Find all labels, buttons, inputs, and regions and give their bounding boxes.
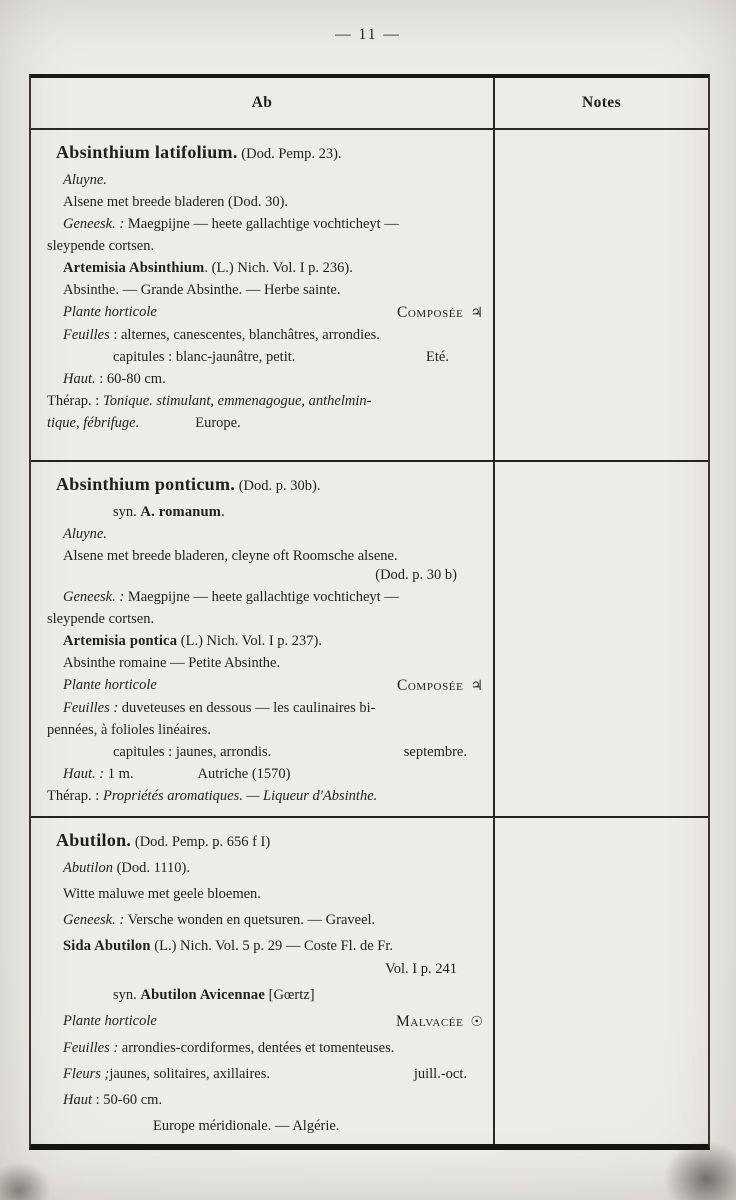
notes-cell xyxy=(495,130,708,460)
entry-line xyxy=(47,786,487,807)
italic-text: Feuilles : xyxy=(63,700,119,716)
entry-line xyxy=(47,858,487,879)
entry-line xyxy=(47,258,487,279)
text: (Dod. Pemp. 23). xyxy=(237,146,342,162)
italic-text: Plante horticole xyxy=(63,304,157,320)
text: juill.-oct. xyxy=(413,1066,467,1082)
italic-text: Plante horticole xyxy=(63,1013,157,1029)
text: syn. xyxy=(113,987,141,1003)
entry-line xyxy=(47,830,487,853)
entry-line xyxy=(47,347,487,368)
text: Eté. xyxy=(426,349,449,365)
text: pennées, à folioles linéaires. xyxy=(47,722,211,738)
annual-symbol: ☉ xyxy=(470,1014,483,1030)
italic-text: Aluyne. xyxy=(63,172,107,188)
entry-content xyxy=(31,462,495,816)
text: [Gœrtz] xyxy=(265,987,315,1003)
entry-line xyxy=(47,1011,487,1033)
entry-abutilon xyxy=(31,816,708,1150)
text: Europe méridionale. — Algérie. xyxy=(153,1118,340,1134)
line-right-text xyxy=(426,347,449,368)
species-heading-text: Abutilon. xyxy=(56,830,132,850)
column-header-ab: Ab xyxy=(31,78,495,128)
entry-line xyxy=(47,653,487,674)
entry-line xyxy=(47,413,487,434)
entry-line xyxy=(47,474,487,497)
line-right-text xyxy=(404,742,467,763)
page-number: — 11 — xyxy=(335,26,401,43)
entry-line xyxy=(47,1064,487,1085)
bold-text: Abutilon Avicennae xyxy=(140,987,265,1003)
text: jaunes, solitaires, axillaires. xyxy=(109,1066,270,1082)
line-right-text xyxy=(397,675,483,697)
text: Thérap. : xyxy=(47,393,103,409)
text: (Dod. p. 30 b) xyxy=(375,567,457,583)
text: Alsene met breede bladeren (Dod. 30). xyxy=(63,194,289,210)
bold-text: Artemisia pontica xyxy=(63,633,178,649)
text: syn. xyxy=(113,504,141,520)
text: (Dod. p. 30b). xyxy=(235,478,321,494)
entry-line xyxy=(47,675,487,697)
italic-text: Geneesk. : xyxy=(63,912,125,928)
text: sleypende cortsen. xyxy=(47,611,155,627)
italic-text: Haut. xyxy=(63,371,96,387)
italic-text: Haut. : xyxy=(63,766,105,782)
entry-line xyxy=(47,325,487,346)
text: 1 m. xyxy=(104,766,134,782)
entry-line xyxy=(47,170,487,191)
italic-text: tique, fébrifuge. xyxy=(47,415,140,431)
text: : alternes, canescentes, blanchâtres, arrondies. xyxy=(109,327,380,343)
text: Absinthe. — Grande Absinthe. — Herbe sainte. xyxy=(63,282,341,298)
notes-cell xyxy=(495,462,708,816)
entry-line xyxy=(47,142,487,165)
entry-line xyxy=(47,236,487,257)
text: Autriche (1570) xyxy=(197,766,291,782)
family-name: Composée xyxy=(396,304,464,321)
entry-line xyxy=(47,884,487,905)
text: Vol. I p. 241 xyxy=(385,961,457,977)
text: (L.) Nich. Vol. I p. 237). xyxy=(177,633,323,649)
text: (Dod. Pemp. p. 656 f I) xyxy=(131,834,271,850)
notes-cell xyxy=(495,818,708,1150)
entry-line xyxy=(47,502,487,523)
text: . (L.) Nich. Vol. I p. 236). xyxy=(204,260,353,276)
entry-line xyxy=(47,720,487,741)
line-right-text xyxy=(397,302,483,324)
entry-line xyxy=(47,985,487,1006)
entry-line xyxy=(47,280,487,301)
text: Absinthe romaine — Petite Absinthe. xyxy=(63,655,281,671)
italic-text: Aluyne. xyxy=(63,526,107,542)
entry-line xyxy=(47,609,487,630)
entry-content xyxy=(31,818,495,1150)
line-right-text xyxy=(414,1064,467,1085)
entry-content xyxy=(31,130,495,460)
text: Europe. xyxy=(195,415,241,431)
entry-line xyxy=(47,546,487,567)
entry-absinthium-ponticum xyxy=(31,460,708,816)
entry-line xyxy=(47,524,487,545)
entry-line xyxy=(47,369,487,390)
entry-line xyxy=(47,391,487,412)
entry-line xyxy=(47,910,487,931)
line-right-text xyxy=(396,1011,483,1033)
text: Witte maluwe met geele bloemen. xyxy=(63,886,261,902)
italic-text: Geneesk. : xyxy=(63,589,125,605)
entry-line xyxy=(47,742,487,763)
text: capitules : blanc-jaunâtre, petit. xyxy=(113,349,296,365)
italic-text: Feuilles : xyxy=(63,1040,119,1056)
italic-text: Geneesk. : xyxy=(63,216,125,232)
entry-line xyxy=(47,936,487,957)
family-name: Composée xyxy=(396,677,464,694)
family-name: Malvacée xyxy=(395,1013,464,1030)
column-header-notes: Notes xyxy=(581,94,622,111)
entry-line xyxy=(47,587,487,608)
text: capitules : jaunes, arrondis. xyxy=(113,744,272,760)
entry-line xyxy=(47,565,487,586)
bold-text: Artemisia Absinthium xyxy=(63,260,205,276)
text: Alsene met breede bladeren, cleyne oft Roomsche alsene. xyxy=(63,548,398,564)
italic-text: Abutilon xyxy=(63,860,113,876)
bold-text: Sida Abutilon xyxy=(63,938,151,954)
text: Versche wonden en quetsuren. — Graveel. xyxy=(124,912,376,928)
entries-body xyxy=(31,130,708,1150)
entry-line xyxy=(47,214,487,235)
italic-text: Feuilles xyxy=(63,327,110,343)
italic-text: Haut xyxy=(63,1092,92,1108)
text: : 60-80 cm. xyxy=(95,371,166,387)
entry-line xyxy=(47,959,487,980)
table-header-row xyxy=(31,78,708,130)
text: Maegpijne — heete gallachtige vochticheyt — xyxy=(124,589,399,605)
text: duveteuses en dessous — les caulinaires bi- xyxy=(118,700,376,716)
perennial-symbol: ♃ xyxy=(470,678,483,694)
bold-text: A. romanum xyxy=(140,504,222,520)
table-frame xyxy=(29,74,710,1150)
text: : 50-60 cm. xyxy=(92,1092,163,1108)
entry-line xyxy=(47,631,487,652)
italic-text: Propriétés aromatiques. — Liqueur d'Absinthe. xyxy=(102,788,378,804)
entry-line xyxy=(47,698,487,719)
entry-line xyxy=(47,192,487,213)
text: (L.) Nich. Vol. 5 p. 29 — Coste Fl. de Fr. xyxy=(150,938,393,954)
entry-line xyxy=(47,1090,487,1111)
text: Maegpijne — heete gallachtige vochticheyt — xyxy=(124,216,399,232)
entry-absinthium-latifolium xyxy=(31,130,708,460)
text: . xyxy=(221,504,225,520)
text: (Dod. 1110). xyxy=(112,860,191,876)
text: sleypende cortsen. xyxy=(47,238,155,254)
entry-line xyxy=(47,764,487,785)
text: arrondies-cordiformes, dentées et tomenteuses. xyxy=(118,1040,395,1056)
italic-text: Fleurs ; xyxy=(63,1066,110,1082)
species-heading-text: Absinthium latifolium. xyxy=(56,142,238,162)
text: Thérap. : xyxy=(47,788,103,804)
entry-line xyxy=(47,1038,487,1059)
italic-text: Tonique. stimulant, emmenagogue, anthelmin- xyxy=(102,393,372,409)
species-heading-text: Absinthium ponticum. xyxy=(56,474,236,494)
text: septembre. xyxy=(403,744,467,760)
italic-text: Plante horticole xyxy=(63,677,157,693)
entry-line xyxy=(47,1116,487,1137)
entry-line xyxy=(47,302,487,324)
perennial-symbol: ♃ xyxy=(470,305,483,321)
